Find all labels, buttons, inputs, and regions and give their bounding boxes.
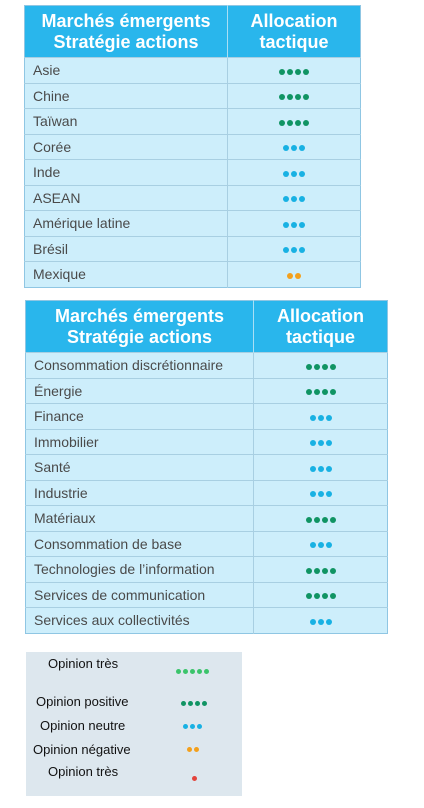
opinion-dots xyxy=(306,517,336,523)
legend-dots xyxy=(181,701,207,706)
opinion-legend xyxy=(26,652,242,796)
opinion-dots xyxy=(306,389,336,395)
opinion-dot xyxy=(279,69,285,75)
row-label: Inde xyxy=(25,160,228,186)
opinion-dot xyxy=(283,171,289,177)
opinion-dot xyxy=(322,593,328,599)
opinion-dot xyxy=(306,517,312,523)
opinion-dots xyxy=(306,593,336,599)
opinion-dot xyxy=(326,619,332,625)
opinion-dot xyxy=(291,247,297,253)
regions-allocation-table xyxy=(24,5,361,288)
opinion-dot xyxy=(306,389,312,395)
row-label: Chine xyxy=(25,83,228,109)
row-label: ASEAN xyxy=(25,185,228,211)
opinion-dots xyxy=(279,69,309,75)
row-label: Finance xyxy=(26,404,254,430)
table-row xyxy=(25,134,361,160)
row-label: Industrie xyxy=(26,480,254,506)
row-label: Taïwan xyxy=(25,109,228,135)
opinion-dot xyxy=(283,247,289,253)
opinion-dot xyxy=(314,517,320,523)
opinion-dot xyxy=(283,222,289,228)
opinion-dot xyxy=(330,593,336,599)
allocation-dots xyxy=(254,404,388,430)
opinion-dot xyxy=(195,701,200,706)
opinion-dot xyxy=(314,568,320,574)
opinion-dots xyxy=(306,568,336,574)
opinion-dots xyxy=(310,466,332,472)
opinion-dot xyxy=(190,669,195,674)
opinion-dot xyxy=(306,593,312,599)
opinion-dots xyxy=(283,145,305,151)
row-label: Énergie xyxy=(26,378,254,404)
opinion-dot xyxy=(283,145,289,151)
opinion-dot xyxy=(295,120,301,126)
opinion-dot xyxy=(291,222,297,228)
opinion-dot xyxy=(330,568,336,574)
opinion-dot xyxy=(318,466,324,472)
opinion-dot xyxy=(306,568,312,574)
row-label: Mexique xyxy=(25,262,228,288)
header-strategy xyxy=(26,301,254,353)
opinion-dot xyxy=(318,542,324,548)
header-allocation-line2: tactique xyxy=(285,326,355,347)
allocation-dots xyxy=(228,134,361,160)
opinion-dot xyxy=(183,669,188,674)
opinion-dot xyxy=(291,196,297,202)
legend-label: Opinion très xyxy=(48,656,119,671)
opinion-dot xyxy=(326,542,332,548)
opinion-dot xyxy=(306,364,312,370)
legend-dots xyxy=(176,669,209,674)
table-row xyxy=(26,353,388,379)
allocation-dots xyxy=(254,353,388,379)
legend-dots xyxy=(187,747,199,752)
opinion-dot xyxy=(314,593,320,599)
opinion-dot xyxy=(318,440,324,446)
sectors-allocation-table xyxy=(25,300,388,634)
opinion-dots xyxy=(310,491,332,497)
opinion-dot xyxy=(318,491,324,497)
opinion-dot xyxy=(303,120,309,126)
header-allocation xyxy=(228,6,361,58)
opinion-dot xyxy=(310,491,316,497)
opinion-dot xyxy=(197,724,202,729)
row-label: Brésil xyxy=(25,236,228,262)
table-row xyxy=(25,109,361,135)
allocation-dots xyxy=(228,236,361,262)
opinion-dot xyxy=(318,415,324,421)
legend-label: Opinion neutre xyxy=(40,718,126,733)
opinion-dot xyxy=(310,619,316,625)
table-row xyxy=(25,160,361,186)
header-allocation xyxy=(254,301,388,353)
opinion-dots xyxy=(310,415,332,421)
opinion-dots xyxy=(310,440,332,446)
opinion-dot xyxy=(322,517,328,523)
allocation-dots xyxy=(228,83,361,109)
table-row xyxy=(26,582,388,608)
opinion-dots xyxy=(283,171,305,177)
allocation-dots xyxy=(228,185,361,211)
opinion-dot xyxy=(287,120,293,126)
table-row xyxy=(26,480,388,506)
allocation-dots xyxy=(254,480,388,506)
row-label: Matériaux xyxy=(26,506,254,532)
opinion-dots xyxy=(310,542,332,548)
opinion-dot xyxy=(176,669,181,674)
table-row xyxy=(25,58,361,84)
opinion-dot xyxy=(326,440,332,446)
table-header-row xyxy=(26,301,388,353)
header-strategy-line1: Marchés émergents xyxy=(41,10,211,31)
opinion-dot xyxy=(194,747,199,752)
row-label: Corée xyxy=(25,134,228,160)
opinion-dots xyxy=(306,364,336,370)
opinion-dot xyxy=(188,701,193,706)
sectors-table-body xyxy=(26,353,388,634)
opinion-dots xyxy=(279,120,309,126)
allocation-dots xyxy=(228,58,361,84)
opinion-dot xyxy=(283,196,289,202)
opinion-dot xyxy=(299,222,305,228)
allocation-dots xyxy=(228,109,361,135)
opinion-dot xyxy=(190,724,195,729)
allocation-dots xyxy=(254,608,388,634)
row-label: Services aux collectivités xyxy=(26,608,254,634)
legend-label: Opinion positive xyxy=(36,694,129,709)
opinion-dot xyxy=(287,69,293,75)
table-row xyxy=(26,531,388,557)
header-allocation-line2: tactique xyxy=(259,31,329,52)
opinion-dot xyxy=(291,171,297,177)
allocation-dots xyxy=(228,262,361,288)
opinion-dot xyxy=(197,669,202,674)
allocation-dots xyxy=(254,429,388,455)
opinion-dots xyxy=(283,247,305,253)
opinion-dot xyxy=(187,747,192,752)
opinion-dot xyxy=(330,364,336,370)
table-row xyxy=(26,455,388,481)
opinion-dot xyxy=(295,273,301,279)
legend-dots xyxy=(192,776,197,781)
opinion-dot xyxy=(322,364,328,370)
opinion-dot xyxy=(326,491,332,497)
opinion-dot xyxy=(183,724,188,729)
opinion-dot xyxy=(192,776,197,781)
row-label: Immobilier xyxy=(26,429,254,455)
header-strategy-line2: Stratégie actions xyxy=(53,31,199,52)
opinion-dot xyxy=(310,415,316,421)
opinion-dot xyxy=(310,440,316,446)
allocation-dots xyxy=(254,455,388,481)
allocation-dots xyxy=(254,506,388,532)
legend-label: Opinion négative xyxy=(33,742,131,757)
row-label: Consommation discrétionnaire xyxy=(26,353,254,379)
opinion-dot xyxy=(287,273,293,279)
table-row xyxy=(26,557,388,583)
opinion-dot xyxy=(279,120,285,126)
legend-dots xyxy=(183,724,202,729)
opinion-dot xyxy=(299,247,305,253)
row-label: Santé xyxy=(26,455,254,481)
opinion-dot xyxy=(310,542,316,548)
header-strategy xyxy=(25,6,228,58)
table-row xyxy=(25,185,361,211)
opinion-dot xyxy=(299,196,305,202)
table-row xyxy=(26,429,388,455)
allocation-dots xyxy=(254,531,388,557)
opinion-dot xyxy=(299,171,305,177)
opinion-dot xyxy=(330,517,336,523)
opinion-dot xyxy=(326,415,332,421)
opinion-dots xyxy=(283,196,305,202)
opinion-dot xyxy=(295,69,301,75)
opinion-dot xyxy=(314,364,320,370)
opinion-dot xyxy=(295,94,301,100)
opinion-dots xyxy=(279,94,309,100)
legend-label: Opinion très xyxy=(48,764,119,779)
opinion-dot xyxy=(310,466,316,472)
opinion-dot xyxy=(287,94,293,100)
opinion-dot xyxy=(202,701,207,706)
allocation-dots xyxy=(254,582,388,608)
header-allocation-line1: Allocation xyxy=(250,10,338,31)
opinion-dot xyxy=(322,568,328,574)
table-row xyxy=(26,506,388,532)
allocation-dots xyxy=(228,211,361,237)
allocation-dots xyxy=(228,160,361,186)
table-header-row xyxy=(25,6,361,58)
header-strategy-line2: Stratégie actions xyxy=(66,326,213,347)
opinion-dot xyxy=(314,389,320,395)
header-allocation-line1: Allocation xyxy=(276,305,364,326)
table-row xyxy=(25,236,361,262)
opinion-dot xyxy=(279,94,285,100)
opinion-dot xyxy=(303,69,309,75)
opinion-dot xyxy=(299,145,305,151)
table-row xyxy=(26,608,388,634)
table-row xyxy=(25,211,361,237)
table-row xyxy=(26,378,388,404)
row-label: Services de communication xyxy=(26,582,254,608)
opinion-dot xyxy=(318,619,324,625)
table-row xyxy=(26,404,388,430)
opinion-dot xyxy=(326,466,332,472)
opinion-dot xyxy=(181,701,186,706)
opinion-dot xyxy=(303,94,309,100)
row-label: Technologies de l’information xyxy=(26,557,254,583)
allocation-dots xyxy=(254,378,388,404)
opinion-dot xyxy=(330,389,336,395)
row-label: Asie xyxy=(25,58,228,84)
row-label: Amérique latine xyxy=(25,211,228,237)
opinion-dot xyxy=(204,669,209,674)
row-label: Consommation de base xyxy=(26,531,254,557)
regions-table-body xyxy=(25,58,361,288)
opinion-dots xyxy=(287,273,301,279)
opinion-dot xyxy=(322,389,328,395)
opinion-dots xyxy=(310,619,332,625)
header-strategy-line1: Marchés émergents xyxy=(54,305,225,326)
allocation-dots xyxy=(254,557,388,583)
table-row xyxy=(25,83,361,109)
table-row xyxy=(25,262,361,288)
opinion-dot xyxy=(291,145,297,151)
opinion-dots xyxy=(283,222,305,228)
